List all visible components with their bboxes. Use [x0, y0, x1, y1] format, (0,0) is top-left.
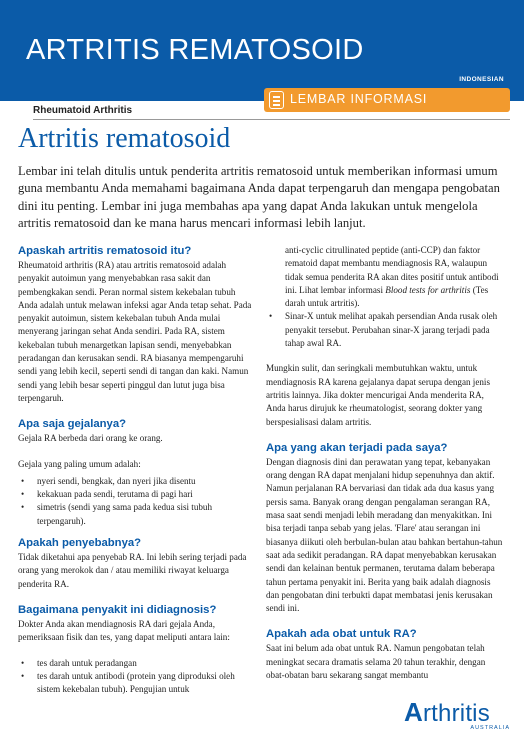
- heading-cure: Apakah ada obat untuk RA?: [266, 628, 417, 641]
- list-item: • nyeri sendi, bengkak, dan nyeri jika disentu: [18, 475, 256, 488]
- paragraph-diagnosis-difficulty: Mungkin sulit, dan seringkali membutuhkan waktu, untuk mendiagnosis RA karena gejalanya dapat serupa dengan jenis artritis lainnya. Jika dokter mencurigai Anda menderita RA, Anda harus dirujuk ke rheumatologist, seorang dokter yang berspesialisasi dalam artritis.: [266, 363, 490, 427]
- xray-list: [266, 310, 504, 350]
- paragraph-outlook: Dengan diagnosis dini dan perawatan yang tepat, kebanyakan orang dengan RA dapat menjalani hidup sepenuhnya dan aktif. Namun perjalanan RA bervariasi dan tidak ada dua kasus yang persis sama. Banyak orang dengan pengalaman serangan RA, masa saat sendi menjadi lebih meradang dan menyakitkan. Ini bisa terjadi tanpa sebab yang jelas. 'Flare' atau serangan ini biasanya diikuti oleh berbulan-bulan atau bahkan bertahun-tahun saat ada sedikit peradangan. RA dapat menyebabkan kerusakan sendi dan kelainan bentuk permanen, terutama dalam beberapa tahun pertama penyakit ini. Berita yang baik adalah diagnosis dan pengobatan dini terbukti dapat membatasi jenis kerusakan sendi ini.: [266, 456, 503, 614]
- logo-wordmark: Arthritis: [404, 697, 490, 727]
- heading-what-is-ra: Apaskah artritis rematosoid itu?: [18, 245, 192, 257]
- paragraph-causes: Tidak diketahui apa penyebab RA. Ini lebih sering terjadi pada orang yang merokok dan / atau memiliki riwayat keluarga penderita RA.: [18, 552, 247, 589]
- list-item: • kekakuan pada sendi, terutama di pagi hari: [18, 488, 256, 501]
- paragraph-cure: Saat ini belum ada obat untuk RA. Namun pengobatan telah meningkat secara dramatis selama 20 tahun terakhir, dengan obat-obatan baru sekarang sangat membantu: [266, 643, 486, 681]
- right-column: [266, 244, 504, 682]
- list-item: • tes darah untuk antibodi (protein yang diproduksi oleh sistem kekebalan tubuh). Pengujian untuk: [18, 670, 256, 697]
- header-banner: [0, 0, 524, 101]
- list-item: • tes darah untuk peradangan: [18, 657, 256, 670]
- paragraph-antibody-continued: [266, 244, 504, 310]
- info-sheet-bar: [264, 88, 510, 112]
- heading-causes: Apakah penyebabnya?: [18, 537, 142, 550]
- paragraph-what-is-ra: Rheumatoid arthritis (RA) atau artritis rematosoid adalah penyakit autoimun yang menyebabkan rasa sakit dan pembengkakan sendi. Peran normal sistem kekebalan tubuh Anda adalah untuk melawan infeksi agar Anda tetap sehat. Pada penyakit autoimun, sistem kekebalan tubuh Anda mulai menyerang jaringan sehat Anda sendiri. Pada RA, sistem kekebalan tubuh menargetkan lapisan sendi, menyebabkan peradangan dan kerusakan sendi. RA biasanya mempengaruhi sendi yang lebih kecil, seperti sendi di tangan dan kaki. Namun sendi yang lebih besar seperti pinggul dan lutut juga bisa terpengaruh.: [18, 260, 252, 403]
- english-subtitle: Rheumatoid Arthritis: [33, 105, 133, 116]
- logo-subtext: AUSTRALIA: [470, 725, 510, 731]
- divider: [33, 119, 510, 120]
- symptoms-list: [18, 475, 256, 528]
- page-title: Artritis rematosoid: [18, 123, 231, 154]
- list-item: • Sinar-X untuk melihat apakah persendian Anda rusak oleh penyakit tersebut. Perubahan sinar-X jarang terjadi pada tahap awal RA.: [266, 310, 504, 350]
- heading-symptoms: Apa saja gejalanya?: [18, 418, 126, 431]
- intro-paragraph: Lembar ini telah ditulis untuk penderita artritis rematosoid untuk memberikan informasi umum guna membantu Anda memahami bagaimana Anda dapat terpengaruh dan mengapa pengobatan dini itu penting. Lembar ini juga membahas apa yang dapat Anda lakukan untuk mengelola artritis rematosoid dan ke mana harus mencari informasi lebih lanjut.: [18, 164, 500, 231]
- language-label: INDONESIAN: [459, 76, 504, 83]
- heading-diagnosis: Bagaimana penyakit ini didiagnosis?: [18, 603, 217, 616]
- antibody-text: anti-cyclic citrullinated peptide (anti-CCP) dan faktor rematoid dapat membantu mendiagnosis RA, walaupun tidak semua penderita RA akan dites positif untuk antibodi ini. Lihat lembar informasi: [285, 245, 499, 295]
- paragraph-symptoms-intro: Gejala RA berbeda dari orang ke orang.: [18, 433, 163, 444]
- paragraph-diagnosis: Dokter Anda akan mendiagnosis RA dari gejala Anda, pemeriksaan fisik dan tes, yang dapat meliputi antara lain:: [18, 618, 230, 643]
- blood-tests-translation: (Tes darah untuk artritis).: [285, 284, 489, 309]
- paragraph-common-symptoms: Gejala yang paling umum adalah:: [18, 458, 141, 469]
- diagnosis-list: [18, 657, 256, 697]
- heading-outlook: Apa yang akan terjadi pada saya?: [266, 441, 448, 454]
- blood-tests-reference: Blood tests for arthritis: [385, 284, 471, 295]
- list-item: • simetris (sendi yang sama pada kedua sisi tubuh terpengaruh).: [18, 501, 256, 528]
- left-column: [18, 244, 256, 696]
- arthritis-australia-logo: [404, 697, 510, 743]
- banner-title: ARTRITIS REMATOSOID: [26, 34, 364, 66]
- document-icon: [269, 91, 284, 109]
- info-sheet-label: LEMBAR INFORMASI: [290, 92, 428, 106]
